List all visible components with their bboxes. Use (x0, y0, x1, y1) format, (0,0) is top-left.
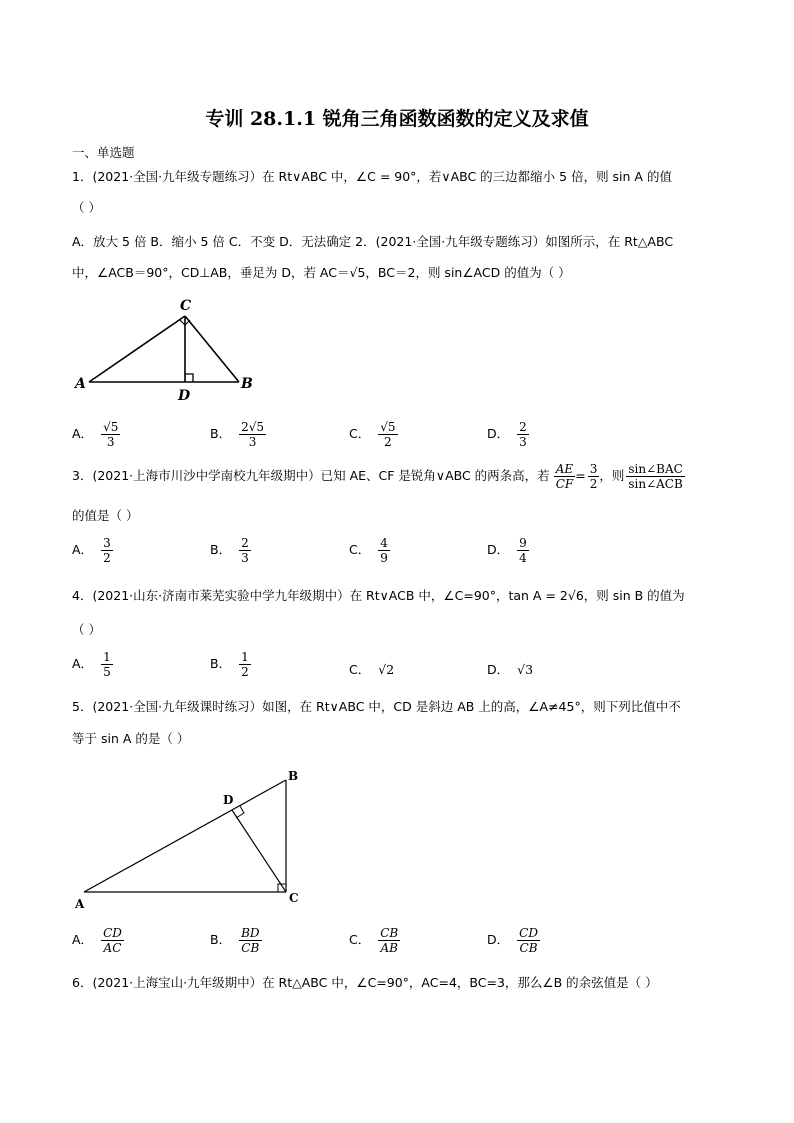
q2-option-c[interactable]: C． $\frac{√5}{2}$ (349, 420, 396, 449)
question-4-blank: （ ） (72, 622, 101, 637)
label-d: D (178, 388, 191, 404)
section-heading: 一、单选题 (72, 145, 135, 160)
q4-option-b[interactable]: B． $\frac{1}{2}$ (210, 650, 249, 679)
question-1-options-question-2-start: A．放大 5 倍 B．缩小 5 倍 C．不变 D．无法确定 2．(2021·全国·九年级专题练习）如图所示，在 Rt△ABC (72, 234, 674, 249)
right-angle-mark-d (236, 806, 244, 818)
right-angle-mark-d (185, 374, 193, 382)
q3-option-a[interactable]: A． $\frac{3}{2}$ (72, 536, 111, 565)
q2-option-a[interactable]: A． $\frac{√5}{3}$ (72, 420, 119, 449)
label-c: C (180, 298, 192, 314)
q3-option-d[interactable]: D． $\frac{9}{4}$ (487, 536, 527, 565)
q4-option-a[interactable]: A． $\frac{1}{5}$ (72, 650, 111, 679)
question-5-figure (72, 766, 332, 914)
q3-option-c[interactable]: C． $\frac{4}{9}$ (349, 536, 388, 565)
label-a: A (75, 897, 85, 911)
segment-ac (89, 316, 185, 382)
question-6-text: 6．(2021·上海宝山·九年级期中）在 Rt△ABC 中，∠C=90°，AC=4，BC=3，那么∠B 的余弦值是（ ） (72, 975, 658, 990)
q5-option-d[interactable]: D． $\frac{CD}{CB}$ (487, 926, 538, 955)
q2-option-b[interactable]: B． $\frac{2√5}{3}$ (210, 420, 264, 449)
page-title: 专训 28.1.1 锐角三角函数函数的定义及求值 (205, 108, 589, 130)
q2-option-d[interactable]: D． $\frac{2}{3}$ (487, 420, 527, 449)
segment-ab (84, 780, 286, 892)
label-b: B (241, 376, 253, 392)
label-d: D (223, 793, 234, 807)
q5-option-c[interactable]: C． $\frac{CB}{AB}$ (349, 926, 399, 955)
question-5-text: 5．(2021·全国·九年级课时练习）如图，在 Rt∨ABC 中，CD 是斜边 AB 上的高，∠A≠45°，则下列比值中不 (72, 699, 681, 714)
q5-option-a[interactable]: A． $\frac{CD}{AC}$ (72, 926, 122, 955)
label-c: C (289, 891, 299, 905)
segment-cb (185, 316, 239, 382)
q4-option-d[interactable]: D． √3 (487, 662, 534, 677)
question-1-text: 1．(2021·全国·九年级专题练习）在 Rt∨ABC 中，∠C = 90°，若∨ABC 的三边都缩小 5 倍，则 sin A 的值 (72, 169, 672, 184)
label-b: B (288, 769, 299, 783)
q3-option-b[interactable]: B． $\frac{2}{3}$ (210, 536, 249, 565)
question-3-text: 3．(2021·上海市川沙中学南校九年级期中）已知 AE、CF 是锐角∨ABC 的两条高，若 $\frac{AE}{CF}$ = $\frac{3}{2}$ ，则 $\frac{\text{sin∠BAC}}{\text{sin∠ACB}}$ (72, 462, 683, 491)
question-3-blank: 的值是（ ） (72, 508, 139, 523)
question-2-figure (72, 292, 272, 404)
question-2-text: 中，∠ACB＝90°，CD⊥AB，垂足为 D，若 AC＝√5，BC＝2，则 sin∠ACD 的值为（ ） (72, 265, 571, 280)
question-1-blank: （ ） (72, 200, 101, 215)
question-4-text: 4．(2021·山东·济南市莱芜实验中学九年级期中）在 Rt∨ACB 中，∠C=90°，tan A = 2√6，则 sin B 的值为 (72, 588, 685, 603)
segment-cd (232, 810, 286, 892)
question-5-blank: 等于 sin A 的是（ ） (72, 731, 190, 746)
q4-option-c[interactable]: C． √2 (349, 662, 395, 677)
q5-option-b[interactable]: B． $\frac{BD}{CB}$ (210, 926, 260, 955)
label-a: A (75, 376, 86, 392)
